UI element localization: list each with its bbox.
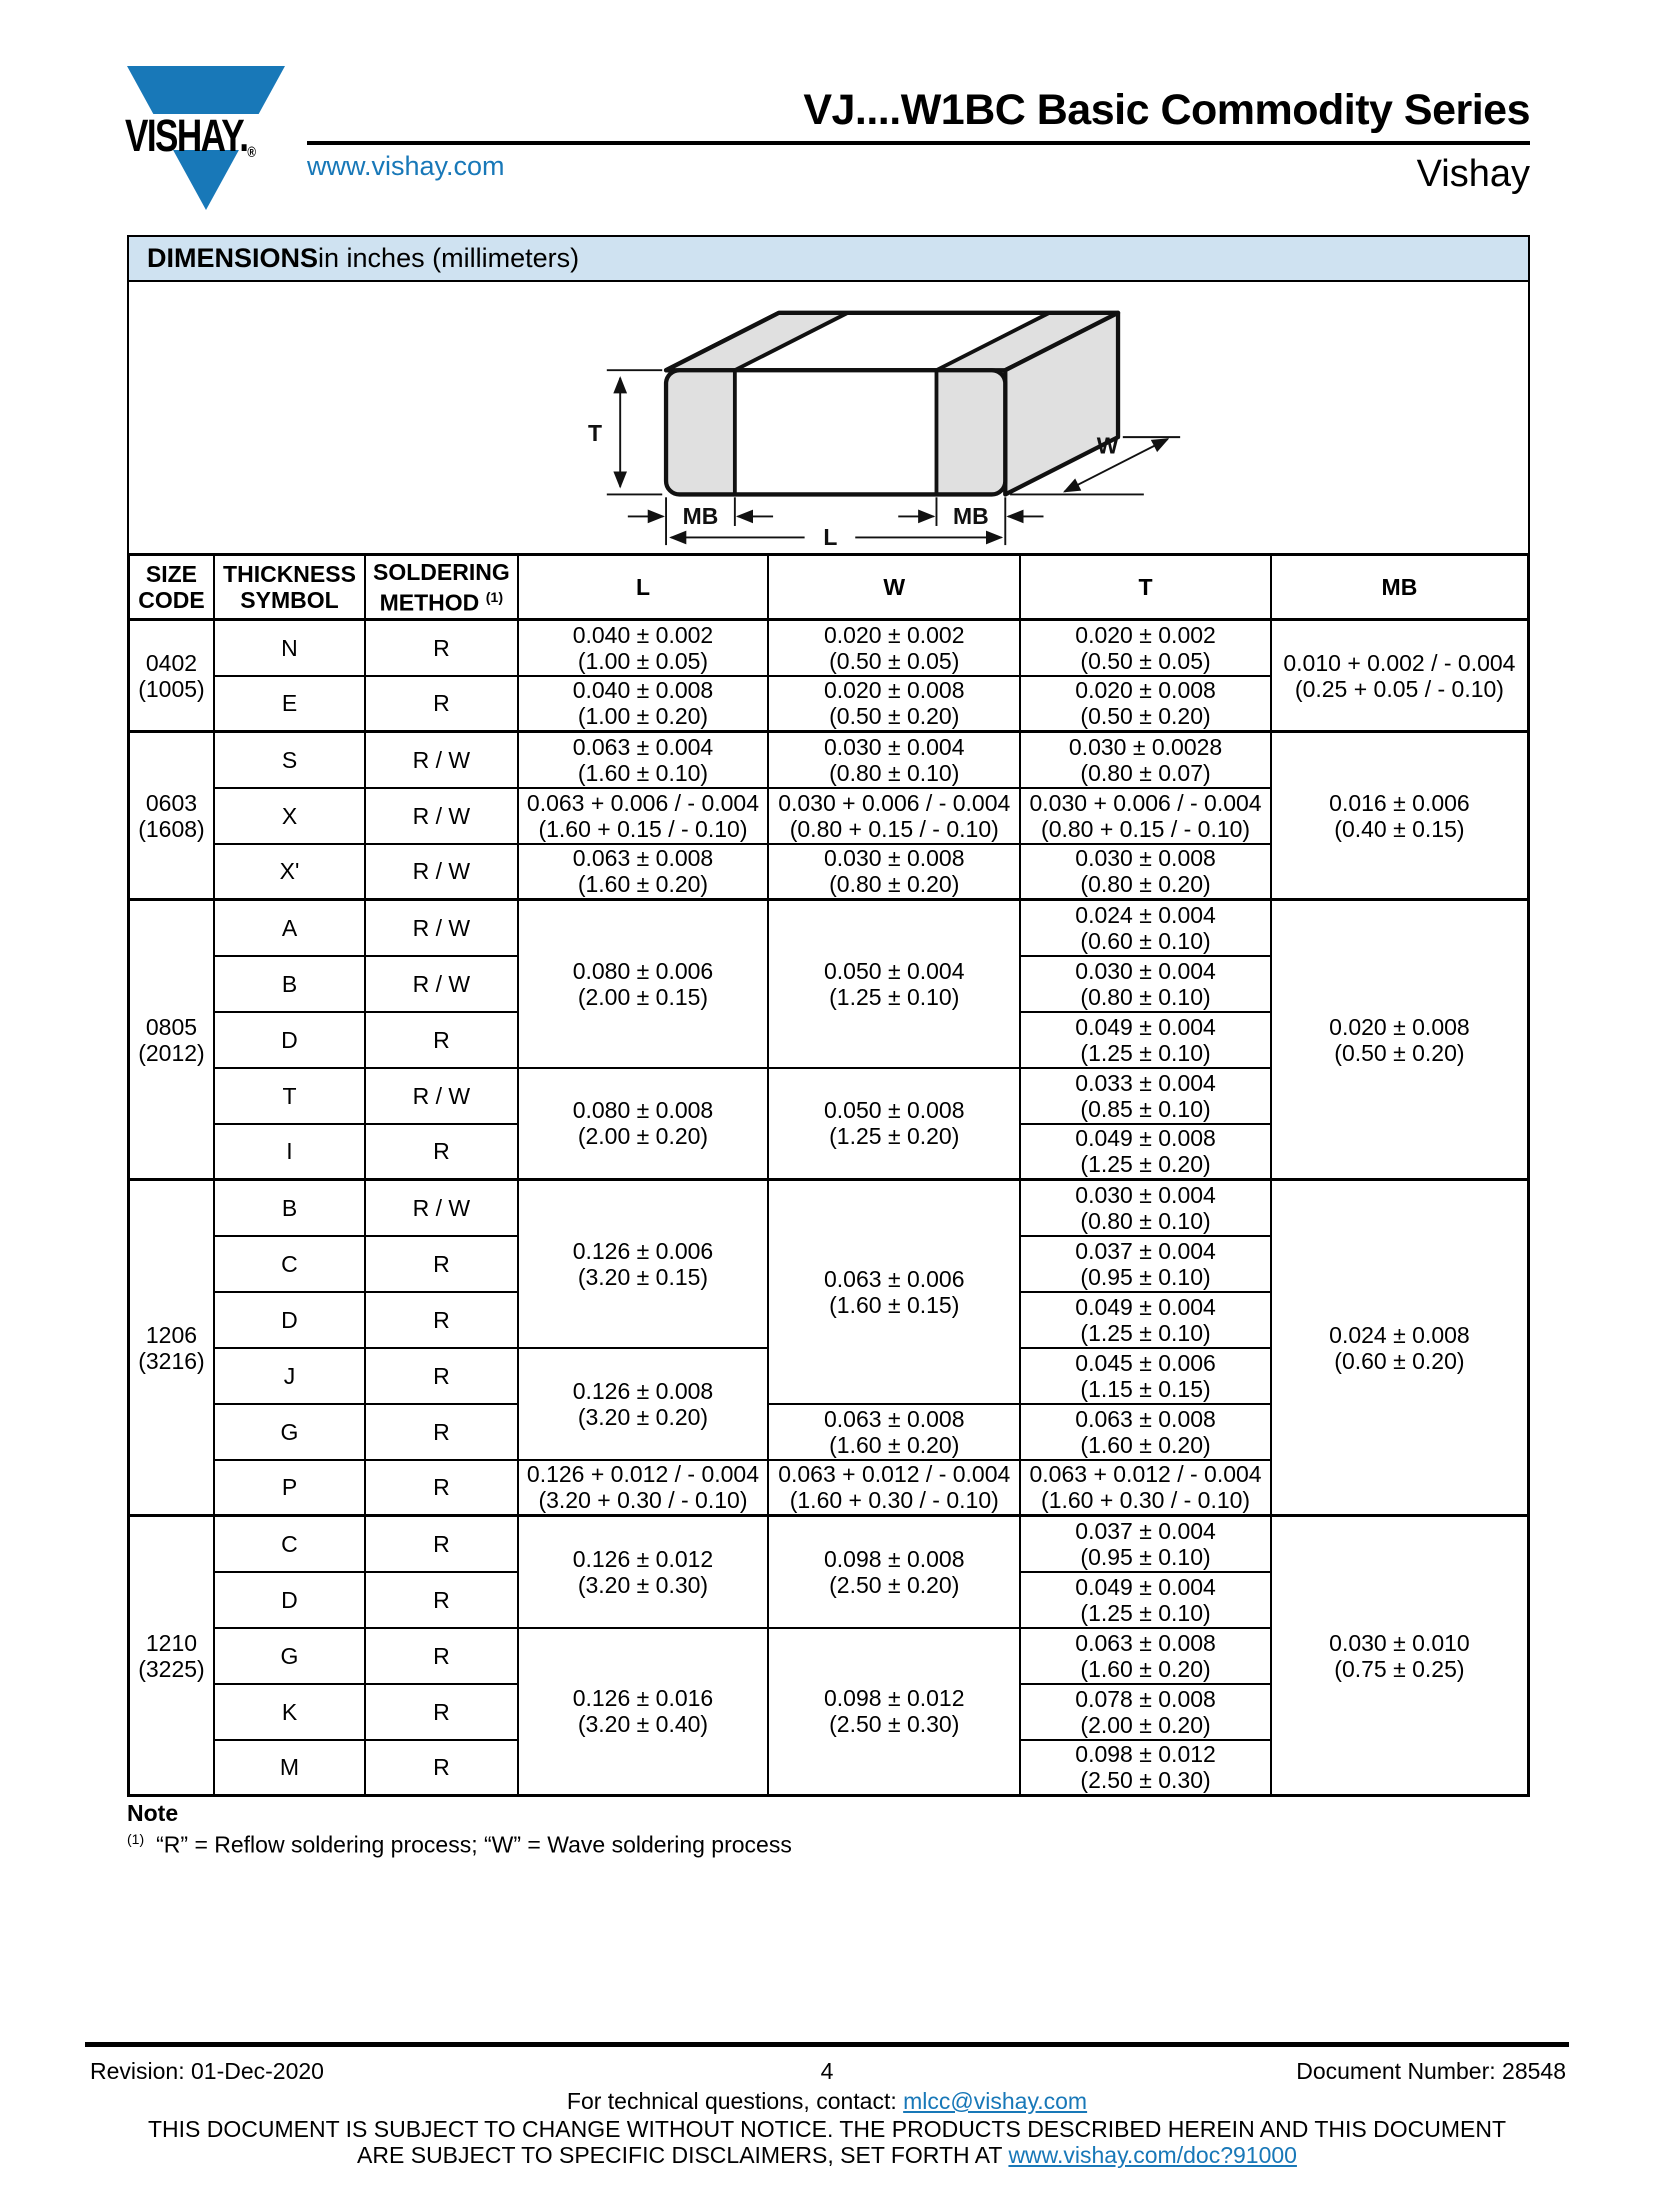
chip-front-right-band: [936, 370, 1005, 494]
t-value-cell: 0.030 ± 0.0028 (0.80 ± 0.07): [1020, 732, 1271, 788]
vishay-logo-wordmark: VISHAY.®: [125, 110, 255, 161]
contact-email-link[interactable]: mlcc@vishay.com: [903, 2088, 1088, 2114]
w-value-cell: 0.020 ± 0.008 (0.50 ± 0.20): [768, 676, 1020, 732]
soldering-method-cell: R / W: [365, 900, 518, 956]
t-value-cell: 0.030 ± 0.004 (0.80 ± 0.10): [1020, 956, 1271, 1012]
t-value-cell: 0.049 ± 0.004 (1.25 ± 0.10): [1020, 1012, 1271, 1068]
soldering-method-cell: R: [365, 1012, 518, 1068]
thickness-symbol-cell: P: [214, 1460, 365, 1516]
l-value-cell: 0.063 ± 0.004 (1.60 ± 0.10): [518, 732, 769, 788]
thickness-symbol-cell: D: [214, 1572, 365, 1628]
note-heading: Note: [127, 1800, 179, 1826]
t-value-cell: 0.024 ± 0.004 (0.60 ± 0.10): [1020, 900, 1271, 956]
t-value-cell: 0.078 ± 0.008 (2.00 ± 0.20): [1020, 1684, 1271, 1740]
size-code-cell: 1210 (3225): [129, 1516, 214, 1796]
soldering-method-cell: R / W: [365, 956, 518, 1012]
diagram-label-l: L: [823, 524, 838, 547]
l-value-cell: 0.126 ± 0.008 (3.20 ± 0.20): [518, 1348, 769, 1460]
t-value-cell: 0.049 ± 0.008 (1.25 ± 0.20): [1020, 1124, 1271, 1180]
l-value-cell: 0.040 ± 0.002 (1.00 ± 0.05): [518, 620, 769, 676]
table-row: [129, 900, 1529, 956]
t-value-cell: 0.030 ± 0.004 (0.80 ± 0.10): [1020, 1180, 1271, 1236]
thickness-symbol-cell: J: [214, 1348, 365, 1404]
thickness-symbol-cell: C: [214, 1516, 365, 1572]
col-header-soldering-method: SOLDERING METHOD $^{(1)}$: [365, 555, 518, 620]
soldering-method-cell: R: [365, 1516, 518, 1572]
diagram-label-mb-right: MB: [953, 503, 989, 530]
thickness-symbol-cell: B: [214, 1180, 365, 1236]
disclaimer-link[interactable]: www.vishay.com/doc?91000: [1008, 2142, 1297, 2168]
vishay-website-link[interactable]: www.vishay.com: [307, 151, 505, 181]
l-value-cell: 0.126 + 0.012 / - 0.004 (3.20 + 0.30 / - 0.10): [518, 1460, 769, 1516]
soldering-method-cell: R: [365, 1740, 518, 1796]
thickness-symbol-cell: G: [214, 1404, 365, 1460]
mb-value-cell: 0.020 ± 0.008 (0.50 ± 0.20): [1271, 900, 1529, 1180]
footer-divider: [85, 2042, 1569, 2047]
t-value-cell: 0.063 ± 0.008 (1.60 ± 0.20): [1020, 1628, 1271, 1684]
vishay-logo: [127, 66, 297, 212]
thickness-symbol-cell: T: [214, 1068, 365, 1124]
t-value-cell: 0.020 ± 0.008 (0.50 ± 0.20): [1020, 676, 1271, 732]
thickness-symbol-cell: B: [214, 956, 365, 1012]
thickness-symbol-cell: E: [214, 676, 365, 732]
table-row: [129, 732, 1529, 788]
t-value-cell: 0.063 + 0.012 / - 0.004 (1.60 + 0.30 / - 0.10): [1020, 1460, 1271, 1516]
t-value-cell: 0.037 ± 0.004 (0.95 ± 0.10): [1020, 1236, 1271, 1292]
note-superscript: (1): [127, 1831, 145, 1847]
col-header-t: T: [1020, 555, 1271, 620]
footer-disclaimer-line2: ARE SUBJECT TO SPECIFIC DISCLAIMERS, SET FORTH AT www.vishay.com/doc?91000: [357, 2142, 1297, 2168]
footer-revision: Revision: 01-Dec-2020: [90, 2058, 324, 2084]
soldering-method-cell: R: [365, 1628, 518, 1684]
soldering-method-cell: R: [365, 676, 518, 732]
dimensions-table-body: [129, 620, 1529, 1796]
dimensions-heading: DIMENSIONS: [147, 243, 319, 273]
thickness-symbol-cell: I: [214, 1124, 365, 1180]
t-value-cell: 0.020 ± 0.002 (0.50 ± 0.05): [1020, 620, 1271, 676]
l-value-cell: 0.126 ± 0.016 (3.20 ± 0.40): [518, 1628, 769, 1796]
size-code-cell: 0402 (1005): [129, 620, 214, 732]
thickness-symbol-cell: M: [214, 1740, 365, 1796]
thickness-symbol-cell: D: [214, 1012, 365, 1068]
thickness-symbol-cell: X: [214, 788, 365, 844]
footer-page-number: 4: [820, 2058, 834, 2084]
t-value-cell: 0.049 ± 0.004 (1.25 ± 0.10): [1020, 1292, 1271, 1348]
dimensions-panel: [127, 235, 1530, 553]
w-value-cell: 0.050 ± 0.004 (1.25 ± 0.10): [768, 900, 1020, 1068]
size-code-cell: 0805 (2012): [129, 900, 214, 1180]
w-value-cell: 0.020 ± 0.002 (0.50 ± 0.05): [768, 620, 1020, 676]
t-value-cell: 0.030 ± 0.008 (0.80 ± 0.20): [1020, 844, 1271, 900]
soldering-method-cell: R / W: [365, 1180, 518, 1236]
registered-mark: ®: [247, 144, 255, 161]
thickness-symbol-cell: K: [214, 1684, 365, 1740]
w-value-cell: 0.063 ± 0.006 (1.60 ± 0.15): [768, 1180, 1020, 1404]
l-value-cell: 0.063 + 0.006 / - 0.004 (1.60 + 0.15 / - 0.10): [518, 788, 769, 844]
col-header-mb: MB: [1271, 555, 1529, 620]
w-value-cell: 0.098 ± 0.012 (2.50 ± 0.30): [768, 1628, 1020, 1796]
soldering-method-cell: R / W: [365, 1068, 518, 1124]
chip-front-left-band: [666, 370, 735, 494]
t-value-cell: 0.063 ± 0.008 (1.60 ± 0.20): [1020, 1404, 1271, 1460]
col-header-thickness-symbol: THICKNESS SYMBOL: [214, 555, 365, 620]
t-value-cell: 0.045 ± 0.006 (1.15 ± 0.15): [1020, 1348, 1271, 1404]
t-value-cell: 0.033 ± 0.004 (0.85 ± 0.10): [1020, 1068, 1271, 1124]
page-title: VJ....W1BC Basic Commodity Series: [803, 86, 1530, 134]
thickness-symbol-cell: X': [214, 844, 365, 900]
w-value-cell: 0.098 ± 0.008 (2.50 ± 0.20): [768, 1516, 1020, 1628]
thickness-symbol-cell: S: [214, 732, 365, 788]
w-value-cell: 0.030 + 0.006 / - 0.004 (0.80 + 0.15 / - 0.10): [768, 788, 1020, 844]
dimensions-heading-units: in inches (millimeters): [318, 243, 580, 273]
soldering-method-cell: R: [365, 1236, 518, 1292]
soldering-method-cell: R: [365, 1572, 518, 1628]
t-value-cell: 0.098 ± 0.012 (2.50 ± 0.30): [1020, 1740, 1271, 1796]
l-value-cell: 0.040 ± 0.008 (1.00 ± 0.20): [518, 676, 769, 732]
thickness-symbol-cell: D: [214, 1292, 365, 1348]
soldering-method-cell: R / W: [365, 788, 518, 844]
col-header-w: W: [768, 555, 1020, 620]
mb-value-cell: 0.024 ± 0.008 (0.60 ± 0.20): [1271, 1180, 1529, 1516]
w-value-cell: 0.063 + 0.012 / - 0.004 (1.60 + 0.30 / - 0.10): [768, 1460, 1020, 1516]
diagram-label-w: W: [1096, 432, 1119, 459]
w-value-cell: 0.030 ± 0.008 (0.80 ± 0.20): [768, 844, 1020, 900]
dimensions-panel-header: [129, 237, 1528, 282]
diagram-label-t: T: [588, 419, 603, 446]
dimensions-table: [127, 553, 1530, 1797]
soldering-method-cell: R: [365, 1348, 518, 1404]
l-value-cell: 0.080 ± 0.008 (2.00 ± 0.20): [518, 1068, 769, 1180]
note-text: $^{(1)}$ “R” = Reflow soldering process; “W” = Wave soldering process: [127, 1831, 792, 1858]
soldering-method-cell: R: [365, 1124, 518, 1180]
footer-document-number: Document Number: 28548: [1296, 2058, 1566, 2084]
soldering-method-cell: R / W: [365, 732, 518, 788]
t-value-cell: 0.030 + 0.006 / - 0.004 (0.80 + 0.15 / - 0.10): [1020, 788, 1271, 844]
soldering-method-cell: R: [365, 620, 518, 676]
soldering-method-cell: R: [365, 1460, 518, 1516]
chip-dimension-diagram: [474, 289, 1183, 547]
l-value-cell: 0.063 ± 0.008 (1.60 ± 0.20): [518, 844, 769, 900]
table-row: [129, 620, 1529, 676]
footer-contact-line: For technical questions, contact: mlcc@vishay.com: [566, 2088, 1088, 2114]
thickness-symbol-cell: C: [214, 1236, 365, 1292]
dimensions-table-header: [129, 555, 1529, 620]
soldering-method-cell: R: [365, 1684, 518, 1740]
table-row: [129, 1180, 1529, 1236]
col-header-size-code: SIZE CODE: [129, 555, 214, 620]
t-value-cell: 0.037 ± 0.004 (0.95 ± 0.10): [1020, 1516, 1271, 1572]
t-value-cell: 0.049 ± 0.004 (1.25 ± 0.10): [1020, 1572, 1271, 1628]
mb-value-cell: 0.016 ± 0.006 (0.40 ± 0.15): [1271, 732, 1529, 900]
soldering-method-cell: R / W: [365, 844, 518, 900]
soldering-method-cell: R: [365, 1292, 518, 1348]
size-code-cell: 0603 (1608): [129, 732, 214, 900]
l-value-cell: 0.126 ± 0.006 (3.20 ± 0.15): [518, 1180, 769, 1348]
header-divider: [307, 141, 1530, 145]
table-row: [129, 1516, 1529, 1572]
diagram-label-mb-left: MB: [682, 503, 719, 530]
footer-disclaimer-line1: THIS DOCUMENT IS SUBJECT TO CHANGE WITHOUT NOTICE. THE PRODUCTS DESCRIBED HEREIN AND THIS DOCUMENT: [148, 2116, 1506, 2142]
l-value-cell: 0.126 ± 0.012 (3.20 ± 0.30): [518, 1516, 769, 1628]
col-header-l: L: [518, 555, 769, 620]
brand-name-right: Vishay: [1416, 153, 1530, 195]
w-value-cell: 0.063 ± 0.008 (1.60 ± 0.20): [768, 1404, 1020, 1460]
w-value-cell: 0.030 ± 0.004 (0.80 ± 0.10): [768, 732, 1020, 788]
w-value-cell: 0.050 ± 0.008 (1.25 ± 0.20): [768, 1068, 1020, 1180]
thickness-symbol-cell: G: [214, 1628, 365, 1684]
mb-value-cell: 0.030 ± 0.010 (0.75 ± 0.25): [1271, 1516, 1529, 1796]
soldering-method-cell: R: [365, 1404, 518, 1460]
mb-value-cell: 0.010 + 0.002 / - 0.004 (0.25 + 0.05 / - 0.10): [1271, 620, 1529, 732]
thickness-symbol-cell: A: [214, 900, 365, 956]
size-code-cell: 1206 (3216): [129, 1180, 214, 1516]
thickness-symbol-cell: N: [214, 620, 365, 676]
l-value-cell: 0.080 ± 0.006 (2.00 ± 0.15): [518, 900, 769, 1068]
